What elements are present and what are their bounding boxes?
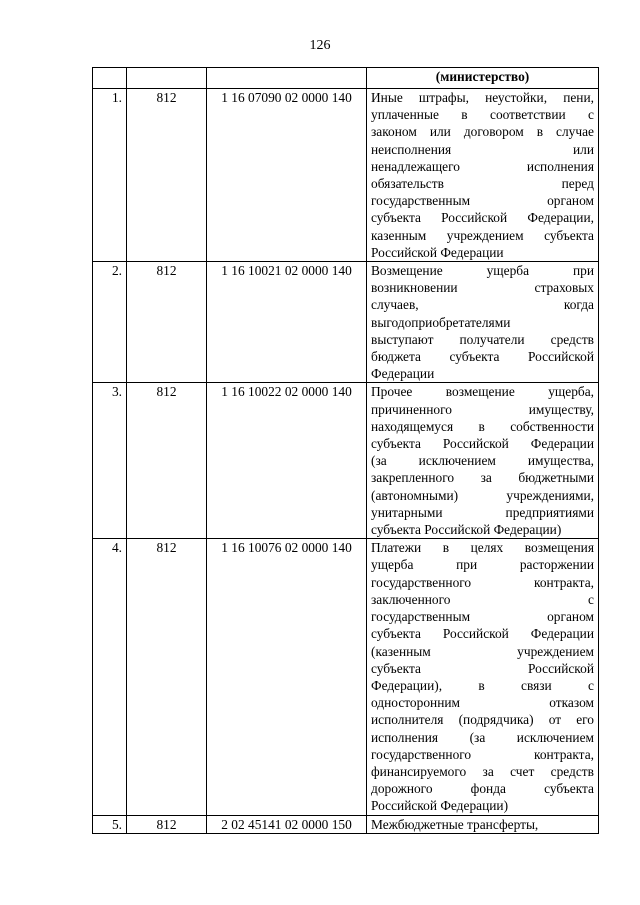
admin-code: 812: [127, 383, 207, 539]
description-line: односторонним отказом: [371, 695, 594, 711]
header-continuation: (министерство): [367, 68, 599, 89]
description-line: исполнения (за исключением: [371, 729, 594, 745]
description-line: исполнителя (подрядчика) от его: [371, 712, 594, 728]
description-line: законом или договором в случае: [371, 124, 594, 140]
description-line: Межбюджетные трансферты,: [371, 816, 539, 832]
revenue-description: [367, 262, 599, 383]
description-line: Российской Федерации): [371, 798, 509, 814]
row-number: 2.: [93, 262, 127, 383]
description-line: выгодоприобретателями: [371, 314, 511, 330]
description-line: финансируемого за счет средств: [371, 763, 594, 779]
description-line: Прочее возмещение ущерба,: [371, 384, 594, 400]
description-line: казенным учреждением субъекта: [371, 227, 594, 243]
description-line: бюджета субъекта Российской: [371, 349, 594, 365]
budget-classification-code: 1 16 07090 02 0000 140: [207, 89, 367, 262]
description-line: государственным органом: [371, 609, 594, 625]
table-row: [93, 262, 599, 383]
description-line: уплаченные в соответствии с: [371, 107, 594, 123]
budget-classification-table: [92, 67, 599, 834]
budget-classification-code: 1 16 10021 02 0000 140: [207, 262, 367, 383]
admin-code: 812: [127, 815, 207, 833]
description-line: неисполнения или: [371, 141, 594, 157]
revenue-description: [367, 815, 599, 833]
description-line: унитарными предприятиями: [371, 504, 594, 520]
description-line: Платежи в целях возмещения: [371, 540, 594, 556]
row-number: 4.: [93, 539, 127, 815]
description-line: выступают получатели средств: [371, 331, 594, 347]
description-line: Иные штрафы, неустойки, пени,: [371, 90, 594, 105]
description-line: (за исключением имущества,: [371, 453, 594, 469]
description-line: Возмещение ущерба при: [371, 263, 594, 279]
description-line: обязательств перед: [371, 176, 594, 192]
admin-code: 812: [127, 539, 207, 815]
page-number: 126: [309, 38, 331, 53]
num-cell: [93, 68, 127, 89]
budget-classification-code: 2 02 45141 02 0000 150: [207, 815, 367, 833]
description-line: Федерации: [371, 366, 435, 382]
description-line: Федерации), в связи с: [371, 677, 594, 693]
description-line: государственным органом: [371, 193, 594, 209]
admin-code: 812: [127, 262, 207, 383]
description-line: (автономными) учреждениями,: [371, 487, 594, 503]
table-row: [93, 815, 599, 833]
table-row: [93, 89, 599, 262]
description-line: государственного контракта,: [371, 746, 594, 762]
description-line: ущерба при расторжении: [371, 557, 594, 573]
description-line: Российской Федерации: [371, 244, 504, 260]
description-line: случаев, когда: [371, 297, 594, 313]
row-number: 3.: [93, 383, 127, 539]
budget-classification-code: 1 16 10022 02 0000 140: [207, 383, 367, 539]
row-number: 5.: [93, 815, 127, 833]
revenue-description: [367, 89, 599, 262]
description-line: находящемуся в собственности: [371, 418, 594, 434]
description-line: закрепленного за бюджетными: [371, 470, 594, 486]
description-line: субъекта Российской Федерации,: [371, 210, 594, 226]
table-row: [93, 539, 599, 815]
admin-code: 812: [127, 89, 207, 262]
description-line: ненадлежащего исполнения: [371, 158, 594, 174]
description-line: государственного контракта,: [371, 574, 594, 590]
description-line: дорожного фонда субъекта: [371, 781, 594, 797]
description-line: субъекта Российской Федерации: [371, 626, 594, 642]
description-line: возникновении страховых: [371, 280, 594, 296]
description-line: (казенным учреждением: [371, 643, 594, 659]
table-header-row: [93, 68, 599, 89]
admin-code-cell: [127, 68, 207, 89]
description-line: заключенного с: [371, 591, 594, 607]
revenue-description: [367, 383, 599, 539]
row-number: 1.: [93, 89, 127, 262]
budget-classification-code: 1 16 10076 02 0000 140: [207, 539, 367, 815]
budget-code-cell: [207, 68, 367, 89]
revenue-description: [367, 539, 599, 815]
table-row: [93, 383, 599, 539]
description-line: причиненного имуществу,: [371, 401, 594, 417]
description-line: субъекта Российской Федерации: [371, 436, 594, 452]
description-line: субъекта Российской: [371, 660, 594, 676]
description-line: субъекта Российской Федерации): [371, 522, 562, 538]
